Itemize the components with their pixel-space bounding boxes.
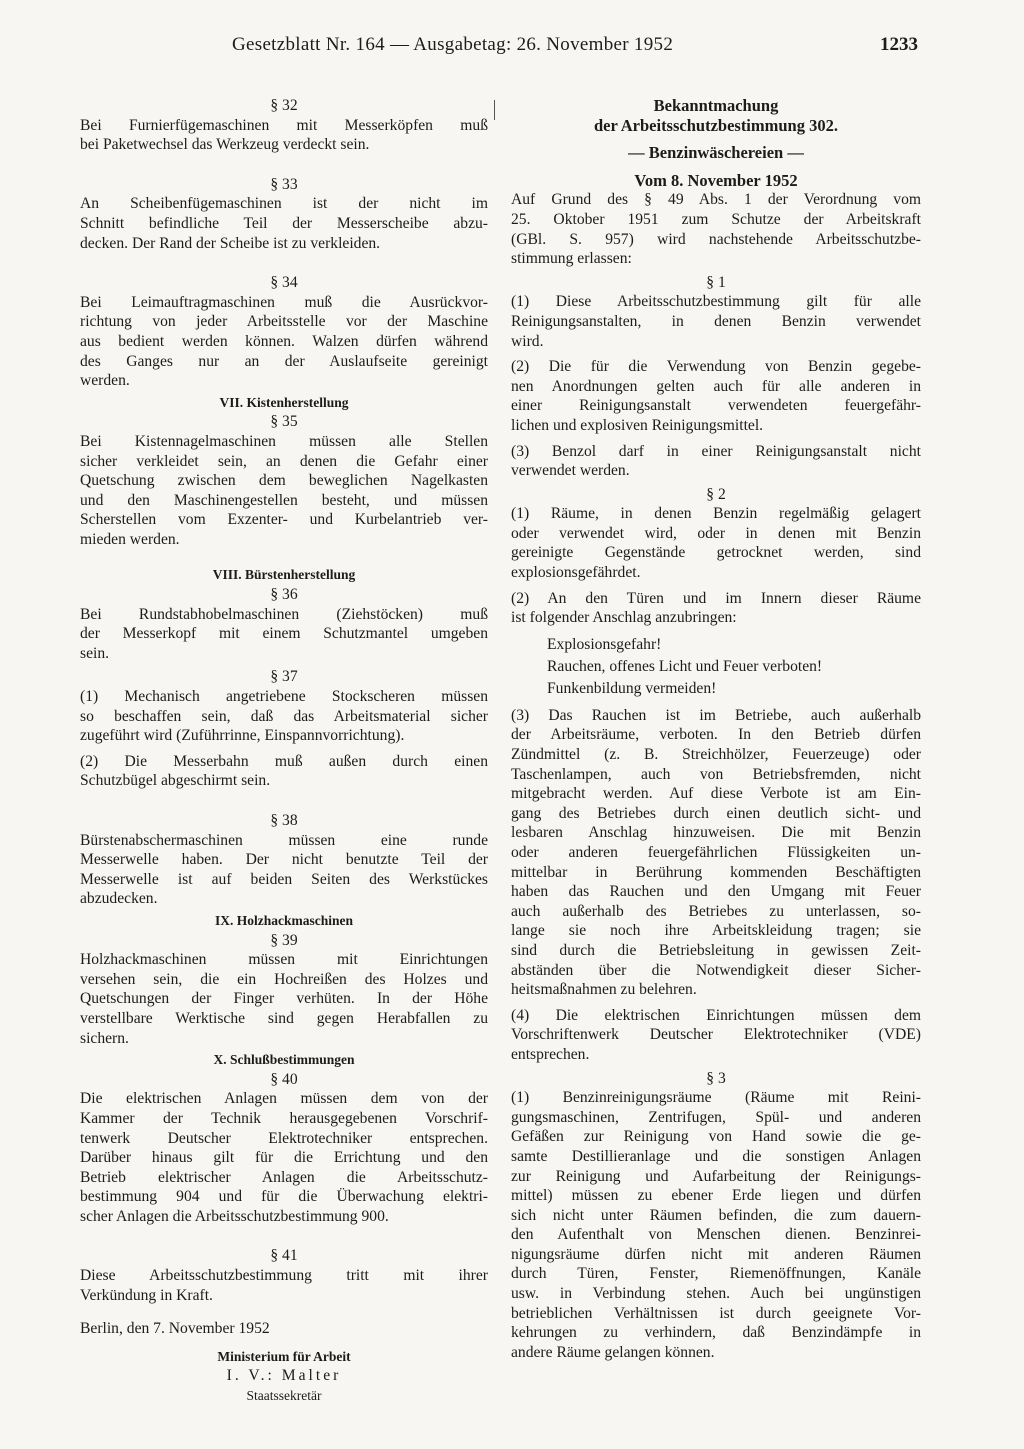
section-37-paragraph-1 xyxy=(80,687,488,746)
text-line: (1) Räume, in denen Benzin regelmäßig gelagert xyxy=(511,505,921,523)
text-line: Auf Grund des § 49 Abs. 1 der Verordnung vom xyxy=(511,191,921,209)
text-line: tenwerk Deutscher Elektrotechniker entsprechen. xyxy=(80,1129,488,1147)
text-line: Messerwelle haben. Der nicht benutzte Teil der xyxy=(80,851,488,869)
heading-vii: VII. Kistenherstellung xyxy=(219,394,349,410)
text-line: zugeführt wird (Zuführrinne, Einspannvorrichtung). xyxy=(80,727,405,745)
text-line: haben das Rauchen und den Umgang mit Feuer xyxy=(511,883,921,901)
text-line: (1) Benzinreinigungsräume (Räume mit Reini- xyxy=(511,1089,921,1107)
text-line: Bei Furnierfügemaschinen mit Messerköpfen muß xyxy=(80,116,488,134)
text-line: mittelbar in Berührung kommenden Beschäftigten xyxy=(511,863,921,881)
text-line: ist folgender Anschlag anzubringen: xyxy=(511,609,737,627)
section-33-text xyxy=(80,194,488,253)
text-line: den Aufenthalt von Menschen dienen. Benzinrei- xyxy=(511,1226,921,1244)
heading-viii: VIII. Bürstenherstellung xyxy=(212,567,356,583)
text-line: abständen über die Notwendigkeit dieser Sicher- xyxy=(511,961,921,979)
section-40-text xyxy=(80,1089,488,1226)
right-section-2-paragraph-4 xyxy=(511,1006,921,1065)
text-line: Gefäßen zur Reinigung von Hand sowie die ge- xyxy=(511,1128,921,1146)
text-line: Bürstenabschermaschinen müssen eine runde xyxy=(80,831,488,849)
text-line: Die elektrischen Anlagen müssen dem von der xyxy=(80,1090,488,1108)
section-33-title: § 33 xyxy=(270,175,298,193)
section-37-title: § 37 xyxy=(270,668,298,686)
text-line: so beschaffen sein, daß das Arbeitsmaterial sicher xyxy=(80,707,488,725)
text-line: Scherstellen vom Exzenter- und Kurbelantrieb ver- xyxy=(80,511,488,529)
text-line: stimmung erlassen: xyxy=(511,250,632,268)
text-line: abzudecken. xyxy=(80,890,158,908)
section-35-title: § 35 xyxy=(270,413,298,431)
text-line: andere Räume gelangen können. xyxy=(511,1343,715,1361)
column-divider xyxy=(494,100,495,120)
text-line: (2) Die Messerbahn muß außen durch einen xyxy=(80,752,488,770)
text-line: Darüber hinaus gilt für die Errichtung und den xyxy=(80,1149,488,1167)
text-line: Diese Arbeitsschutzbestimmung tritt mit ihrer xyxy=(80,1267,488,1285)
text-line: heitsmaßnahmen zu belehren. xyxy=(511,981,697,999)
section-32-title: § 32 xyxy=(270,97,298,114)
text-line: sichern. xyxy=(80,1029,129,1047)
section-36-title: § 36 xyxy=(270,586,298,604)
page-header xyxy=(0,34,1024,64)
text-line: und den Maschinengestellen besteht, und müssen xyxy=(80,491,488,509)
text-line: mieden werden. xyxy=(80,530,180,548)
text-line: Verkündung in Kraft. xyxy=(80,1286,213,1304)
text-line: Quetschungen der Finger verhüten. In der Höhe xyxy=(80,990,488,1008)
text-line: versehen sein, die ein Hochreißen des Holzes und xyxy=(80,970,488,988)
text-line: durch Türen, Fenster, Riemenöffnungen, Kanäle xyxy=(511,1265,921,1283)
text-line: Schnitt befindliche Teil der Messerscheibe abzu- xyxy=(80,214,488,232)
signer-title: Staatssekretär xyxy=(246,1388,322,1404)
text-line: decken. Der Rand der Scheibe ist zu verkleiden. xyxy=(80,234,381,252)
text-line: richtung von jeder Arbeitsstelle vor der Maschine xyxy=(80,313,488,331)
text-line: (2) Die für die Verwendung von Benzin gegebe- xyxy=(511,358,921,376)
signer-name: I. V.: Malter xyxy=(226,1367,342,1385)
text-line: (4) Die elektrischen Einrichtungen müssen dem xyxy=(511,1006,921,1024)
section-41-title: § 41 xyxy=(270,1247,298,1265)
text-line: verstellbare Werktische sind gegen Herabfallen zu xyxy=(80,1009,488,1027)
text-line: lesbaren Anschlag hinzuweisen. Die mit Benzin xyxy=(511,824,921,842)
section-32-text xyxy=(80,116,488,155)
gazette-title: Gesetzblatt Nr. 164 — Ausgabetag: 26. November 1952 xyxy=(232,34,674,55)
text-line: entsprechen. xyxy=(511,1045,590,1063)
text-line: Reinigungsanstalten, in denen Benzin verwendet xyxy=(511,312,921,330)
section-39-title: § 39 xyxy=(270,931,298,949)
text-line: (3) Das Rauchen ist im Betriebe, auch außerhalb xyxy=(511,706,921,724)
section-38-title: § 38 xyxy=(270,812,298,829)
page-number: 1233 xyxy=(880,34,918,55)
text-line: aus bedient werden können. Walzen dürfen während xyxy=(80,332,488,350)
section-38-text xyxy=(80,831,488,909)
text-line: (GBl. S. 957) wird nachstehende Arbeitsschutzbe- xyxy=(511,230,921,248)
text-line: gereinigte Gegenstände getrocknet werden, sind xyxy=(511,544,921,562)
text-line: mittel) müssen zu ebener Erde liegen und dürfen xyxy=(511,1187,921,1205)
right-section-1-paragraph-2 xyxy=(511,357,921,435)
text-line: (1) Mechanisch angetriebene Stockscheren müssen xyxy=(80,688,488,706)
intro-text xyxy=(511,190,921,268)
heading-ix: IX. Holzhackmaschinen xyxy=(214,912,353,928)
warning-notice xyxy=(511,634,921,700)
text-line: Taschenlampen, auch von Betriebsfremden, nicht xyxy=(511,765,921,783)
text-line: (2) An den Türen und im Innern dieser Räume xyxy=(511,589,921,607)
text-line: des Ganges nur an der Auslaufseite gereinigt xyxy=(80,352,488,370)
text-line: oder anderen feuergefährlichen Flüssigkeiten un- xyxy=(511,844,921,861)
text-line: scher Anlagen die Arbeitsschutzbestimmung 900. xyxy=(80,1207,389,1225)
text-line: mitgebracht werden. Auf diese Verbote ist am Ein- xyxy=(511,785,921,803)
announcement-title: Bekanntmachung xyxy=(653,96,779,115)
text-line: nen Anordnungen gelten auch für alle anderen in xyxy=(511,377,921,395)
section-40-title: § 40 xyxy=(270,1070,298,1088)
text-line: samte Destillieranlage und die sonstigen Anlagen xyxy=(511,1147,921,1165)
text-line: der Messerkopf mit einem Schutzmantel umgeben xyxy=(80,625,488,643)
text-line: werden. xyxy=(80,372,130,390)
text-line: Holzhackmaschinen müssen mit Einrichtungen xyxy=(80,951,488,969)
right-column xyxy=(511,96,921,1362)
text-line: Betrieb elektrischer Anlagen die Arbeitsschutz- xyxy=(80,1168,488,1186)
text-line: (1) Diese Arbeitsschutzbestimmung gilt für alle xyxy=(511,293,921,311)
text-line: bei Paketwechsel das Werkzeug verdeckt sein. xyxy=(80,136,370,154)
text-line: Explosionsgefahr! xyxy=(547,635,662,653)
announcement-topic: — Benzinwäschereien — xyxy=(628,143,804,163)
text-line: Messerwelle ist auf beiden Seiten des Werkstückes xyxy=(80,870,488,888)
section-41-text xyxy=(80,1266,488,1305)
text-line: einer Reinigungsanstalt verwendeten feuergefähr- xyxy=(511,397,921,415)
heading-x: X. Schlußbestimmungen xyxy=(213,1052,355,1068)
text-line: sicher verkleidet sein, an denen die Gefahr einer xyxy=(80,452,488,470)
text-line: gungsmaschinen, Zentrifugen, Spül- und anderen xyxy=(511,1108,921,1126)
text-line: nigungsräume dürfen nicht mit anderen Räumen xyxy=(511,1245,921,1263)
text-line: kehrungen zu verhindern, daß Benzindämpfe in xyxy=(511,1324,921,1342)
right-section-2-paragraph-2 xyxy=(511,589,921,628)
text-line: Kammer der Technik herausgegebenen Vorschrif- xyxy=(80,1109,488,1127)
section-35-text xyxy=(80,432,488,550)
right-section-2-paragraph-3 xyxy=(511,706,921,1000)
right-section-1-title: § 1 xyxy=(706,273,726,291)
right-section-2-title: § 2 xyxy=(706,485,726,503)
text-line: lichen und explosiven Reinigungsmittel. xyxy=(511,416,764,434)
text-line: sein. xyxy=(80,644,110,662)
text-line: oder verwendet wird, oder in denen mit Benzin xyxy=(511,524,921,542)
text-line: sind durch die Betriebsleitung in gewissen Zeit- xyxy=(511,941,921,959)
right-section-1-paragraph-1 xyxy=(511,292,921,351)
text-line: gang des Betriebes durch einen deutlich sicht- und xyxy=(511,804,921,822)
text-line: betrieblichen Verhältnissen ist durch geeignete Vor- xyxy=(511,1304,921,1322)
text-line: bestimmung 904 und für die Überwachung elektri- xyxy=(80,1188,488,1206)
text-line: Bei Kistennagelmaschinen müssen alle Stellen xyxy=(80,432,488,450)
text-line: (3) Benzol darf in einer Reinigungsanstalt nicht xyxy=(511,442,921,460)
text-line: auch außerhalb des Betriebes zu unterlassen, so- xyxy=(511,902,921,920)
section-39-text xyxy=(80,950,488,1048)
text-line: explosionsgefährdet. xyxy=(511,564,641,582)
section-37-paragraph-2 xyxy=(80,752,488,791)
right-section-3-paragraph-1 xyxy=(511,1088,921,1362)
text-line: zur Reinigung und Aufarbeitung der Reinigungs- xyxy=(511,1167,921,1185)
announcement-subtitle: der Arbeitsschutzbestimmung 302. xyxy=(594,115,838,135)
text-line: wird. xyxy=(511,332,544,350)
right-section-2-paragraph-1 xyxy=(511,504,921,582)
text-line: Zündmittel (z. B. Streichhölzer, Feuerzeuge) oder xyxy=(511,746,921,764)
text-line: Rauchen, offenes Licht und Feuer verboten! xyxy=(547,657,823,675)
section-36-text xyxy=(80,605,488,664)
text-line: Quetschung zwischen dem beweglichen Nagelkasten xyxy=(80,472,488,490)
section-34-title: § 34 xyxy=(270,274,298,292)
text-line: Schutzbügel abgeschirmt sein. xyxy=(80,772,271,790)
right-section-3-title: § 3 xyxy=(706,1069,726,1087)
text-line: lange sie noch ihre Arbeitskleidung tragen; sie xyxy=(511,922,921,940)
text-line: der Arbeitsräume, verboten. In den Betrieb dürfen xyxy=(511,726,921,744)
right-section-1-paragraph-3 xyxy=(511,442,921,481)
ministry-name: Ministerium für Arbeit xyxy=(217,1348,351,1364)
text-line: An Scheibenfügemaschinen ist der nicht im xyxy=(80,195,488,213)
text-line: Bei Rundstabhobelmaschinen (Ziehstöcken) muß xyxy=(80,605,488,623)
text-line: 25. Oktober 1951 zum Schutze der Arbeitskraft xyxy=(511,210,921,228)
text-line: Vorschriftenwerk Deutscher Elektrotechniker (VDE) xyxy=(511,1026,921,1044)
place-and-date: Berlin, den 7. November 1952 xyxy=(80,1320,270,1338)
section-34-text xyxy=(80,293,488,391)
text-line: usw. in Verbindung stehen. Auch bei ungünstigen xyxy=(511,1285,921,1303)
announcement-date: Vom 8. November 1952 xyxy=(634,170,798,190)
text-line: sich nicht unter Räumen befinden, die zum dauern- xyxy=(511,1206,921,1224)
text-line: Bei Leimauftragmaschinen muß die Ausrückvor- xyxy=(80,293,488,311)
left-column xyxy=(80,96,488,1406)
text-line: verwendet werden. xyxy=(511,462,630,480)
text-line: Funkenbildung vermeiden! xyxy=(547,679,717,697)
